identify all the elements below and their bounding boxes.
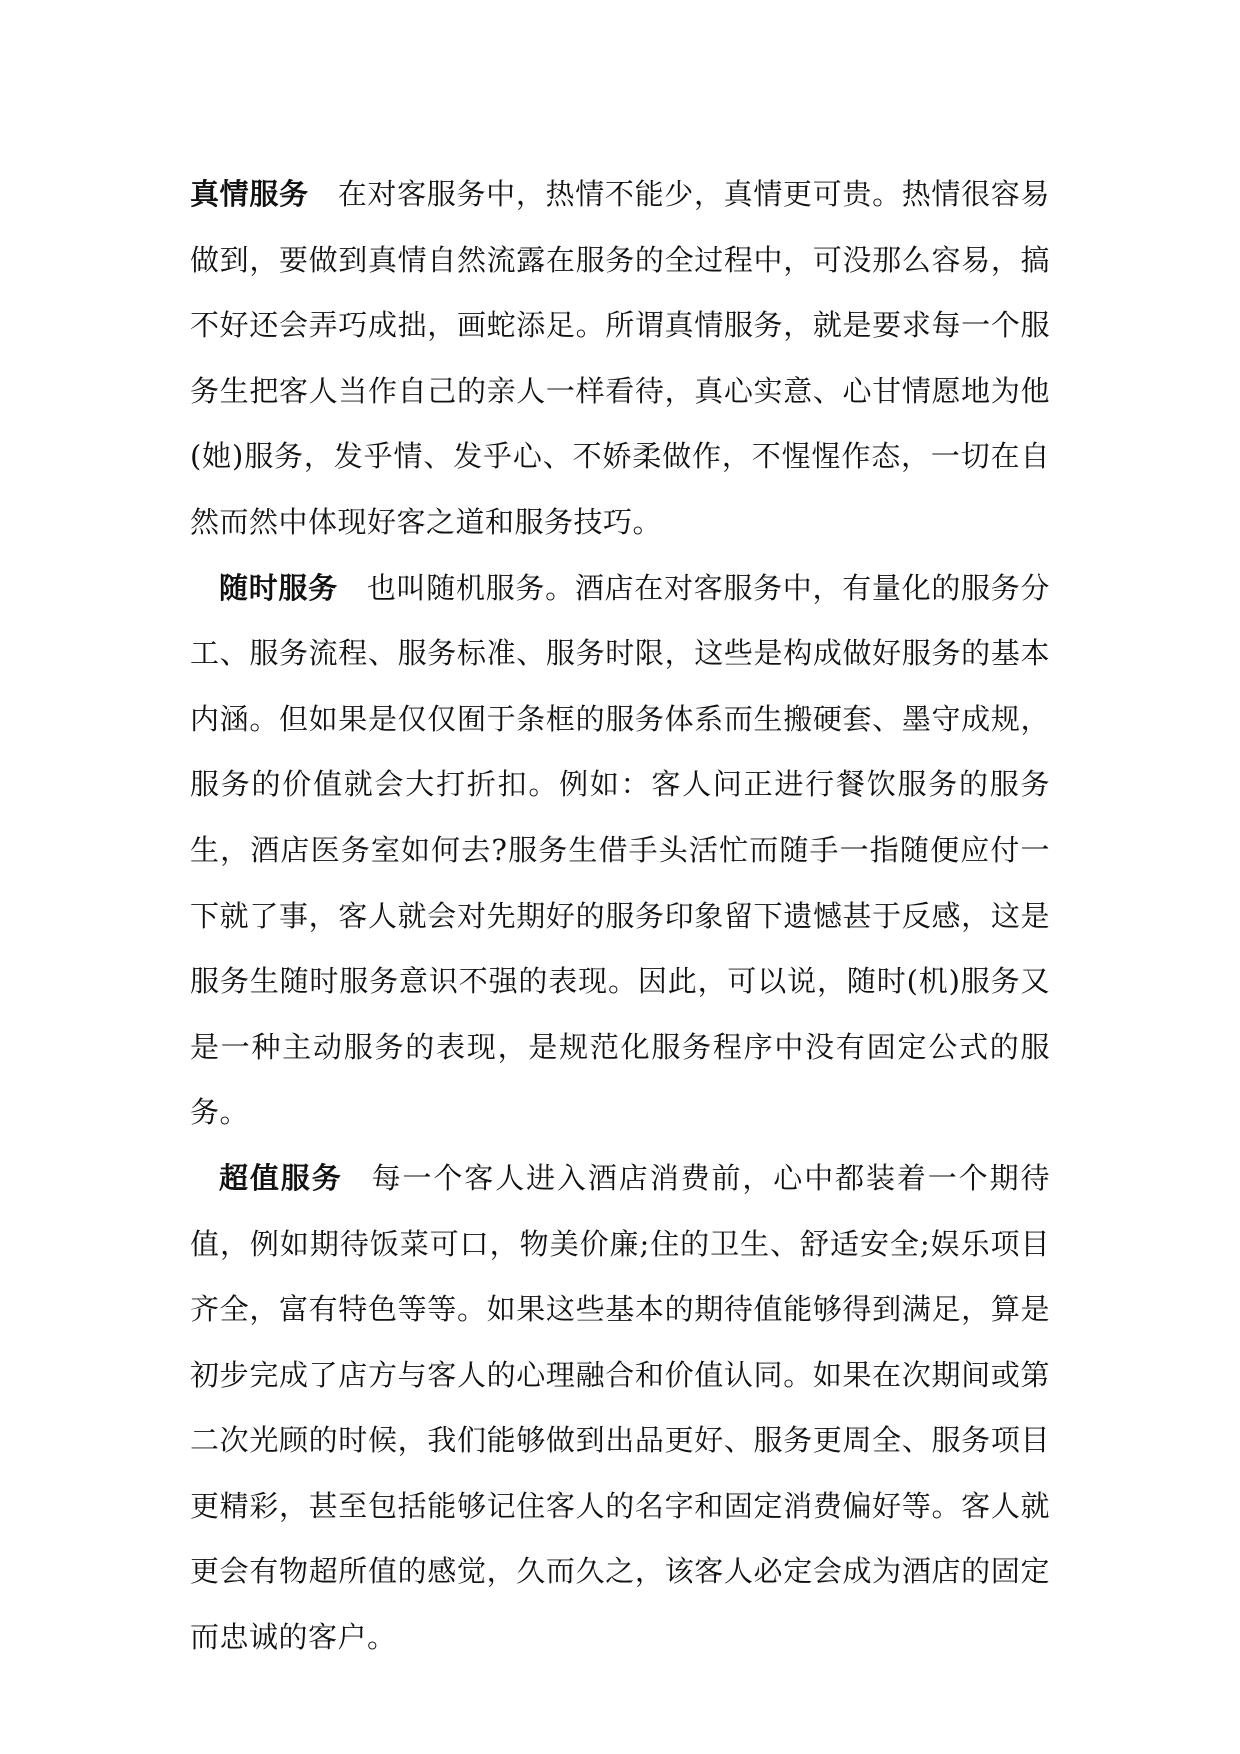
term-heading: 随时服务 — [219, 570, 338, 605]
term-heading: 真情服务 — [190, 177, 309, 211]
paragraph-value-service — [190, 1146, 1050, 1671]
term-heading: 超值服务 — [219, 1160, 343, 1195]
paragraph-sincere-service — [190, 162, 1050, 556]
paragraph-anytime-service — [190, 556, 1050, 1146]
paragraph-text: 也叫随机服务。酒店在对客服务中，有量化的服务分工、服务流程、服务标准、服务时限，这些是构成做好服务的基本内涵。但如果是仅仅囿于条框的服务体系而生搬硬套、墨守成规，服务的价值就会大打折扣。例如：客人问正进行餐饮服务的服务生，酒店医务室如何去?服务生借手头活忙而随手一指随便应付一下就了事，客人就会对先期好的服务印象留下遗憾甚于反感，这是服务生随时服务意识不强的表现。因此，可以说，随时(机)服务又是一种主动服务的表现，是规范化服务程序中没有固定公式的服务。 — [190, 570, 1050, 1130]
paragraph-text: 每一个客人进入酒店消费前，心中都装着一个期待值，例如期待饭菜可口，物美价廉;住的卫生、舒适安全;娱乐项目齐全，富有特色等等。如果这些基本的期待值能够得到满足，算是初步完成了店方与客人的心理融合和价值认同。如果在次期间或第二次光顾的时候，我们能够做到出品更好、服务更周全、服务项目更精彩，甚至包括能够记住客人的名字和固定消费偏好等。客人就更会有物超所值的感觉，久而久之，该客人必定会成为酒店的固定而忠诚的客户。 — [190, 1160, 1050, 1655]
paragraph-text: 在对客服务中，热情不能少，真情更可贵。热情很容易做到，要做到真情自然流露在服务的全过程中，可没那么容易，搞不好还会弄巧成拙，画蛇添足。所谓真情服务，就是要求每一个服务生把客人当作自己的亲人一样看待，真心实意、心甘情愿地为他(她)服务，发乎情、发乎心、不娇柔做作，不惺惺作态，一切在自然而然中体现好客之道和服务技巧。 — [190, 177, 1050, 539]
document-body — [190, 162, 1050, 1671]
